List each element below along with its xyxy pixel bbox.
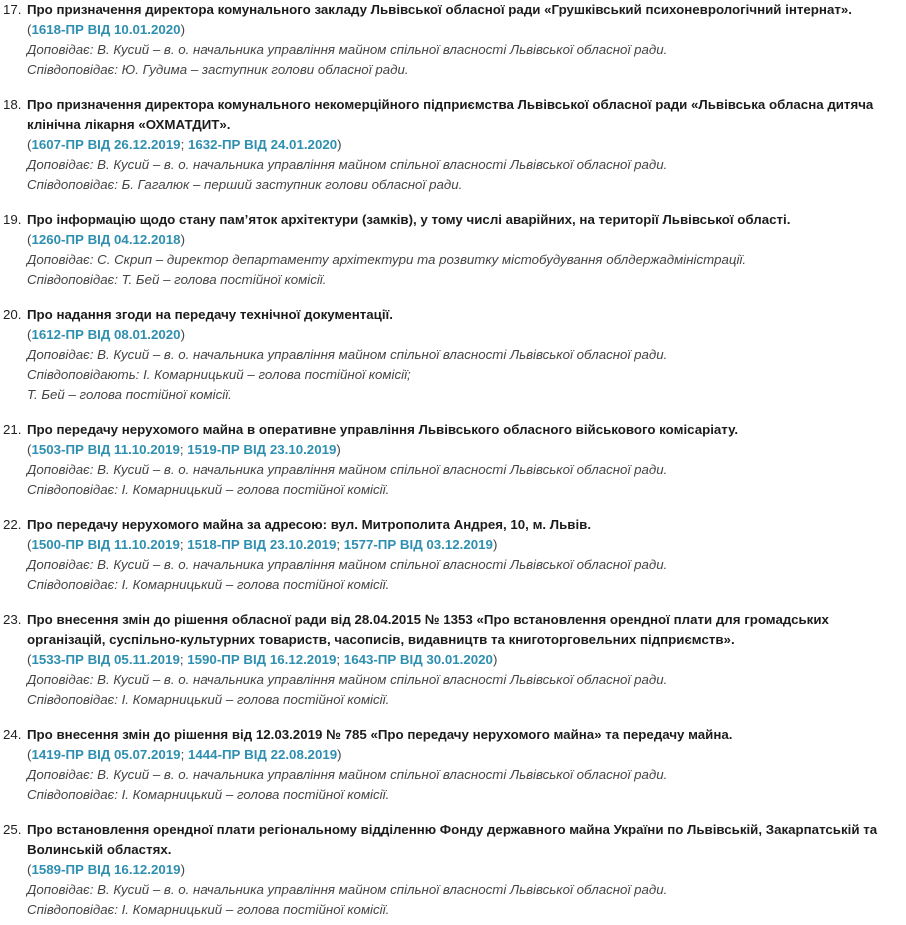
- draft-decision-link[interactable]: 1500-ПР ВІД 11.10.2019: [31, 537, 180, 552]
- draft-decision-link[interactable]: 1444-ПР ВІД 22.08.2019: [187, 747, 338, 762]
- item-title: Про призначення директора комунального закладу Львівської обласної ради «Грушківський психоневрологічний інтернат».: [27, 2, 852, 17]
- draft-decision-link[interactable]: 1260-ПР ВІД 04.12.2018: [31, 232, 181, 247]
- item-title: Про інформацію щодо стану пам’яток архітектури (замків), у тому числі аварійних, на території Львівської області.: [27, 212, 791, 227]
- reporter-line: Доповідає: В. Кусий – в. о. начальника управління майном спільної власності Львівської обласної ради.: [27, 42, 668, 57]
- reporter-line: Доповідає: В. Кусий – в. о. начальника управління майном спільної власності Львівської обласної ради.: [27, 462, 668, 477]
- draft-decision-link[interactable]: 1518-ПР ВІД 23.10.2019: [187, 537, 337, 552]
- draft-decision-link[interactable]: 1519-ПР ВІД 23.10.2019: [187, 442, 337, 457]
- co-reporter-line: Співдоповідає: І. Комарницький – голова постійної комісії.: [27, 482, 390, 497]
- draft-decision-link[interactable]: 1503-ПР ВІД 11.10.2019: [31, 442, 180, 457]
- item-number: 18.: [3, 97, 22, 112]
- item-title: Про внесення змін до рішення обласної ради від 28.04.2015 № 1353 «Про встановлення орендної плати для громадських організацій, суспільно-культурних товариств, часописів, видавництв та книготорговельних підприємств».: [27, 612, 829, 647]
- draft-decision-links: (1260-ПР ВІД 04.12.2018): [27, 232, 186, 247]
- reporter-line: Доповідає: В. Кусий – в. о. начальника управління майном спільної власності Львівської обласної ради.: [27, 157, 668, 172]
- draft-decision-link[interactable]: 1533-ПР ВІД 05.11.2019: [31, 652, 180, 667]
- agenda-item: [0, 0, 906, 80]
- reporter-line: Доповідає: В. Кусий – в. о. начальника управління майном спільної власності Львівської обласної ради.: [27, 767, 668, 782]
- agenda-item: [0, 420, 906, 500]
- item-number: 21.: [3, 422, 22, 437]
- draft-decision-link[interactable]: 1618-ПР ВІД 10.01.2020: [31, 22, 181, 37]
- agenda-item: [0, 820, 906, 920]
- agenda-item: [0, 210, 906, 290]
- item-number: 24.: [3, 727, 22, 742]
- item-title: Про надання згоди на передачу технічної документації.: [27, 307, 393, 322]
- co-reporter-line: Співдоповідає: Т. Бей – голова постійної комісії.: [27, 272, 327, 287]
- item-number: 19.: [3, 212, 22, 227]
- item-number: 25.: [3, 822, 22, 837]
- agenda-item: [0, 610, 906, 710]
- draft-decision-link[interactable]: 1589-ПР ВІД 16.12.2019: [31, 862, 181, 877]
- draft-decision-links: (1500-ПР ВІД 11.10.2019; 1518-ПР ВІД 23.10.2019; 1577-ПР ВІД 03.12.2019): [27, 537, 498, 552]
- co-reporter-line: Співдоповідає: І. Комарницький – голова постійної комісії.: [27, 692, 390, 707]
- co-reporter-line: Співдоповідає: Ю. Гудима – заступник голови обласної ради.: [27, 62, 409, 77]
- draft-decision-links: (1419-ПР ВІД 05.07.2019; 1444-ПР ВІД 22.08.2019): [27, 747, 342, 762]
- draft-decision-link[interactable]: 1643-ПР ВІД 30.01.2020: [343, 652, 493, 667]
- agenda-item: [0, 95, 906, 195]
- co-reporter-line: Т. Бей – голова постійної комісії.: [27, 387, 232, 402]
- draft-decision-link[interactable]: 1632-ПР ВІД 24.01.2020: [187, 137, 338, 152]
- agenda-item: [0, 305, 906, 405]
- item-number: 17.: [3, 2, 22, 17]
- agenda-item: [0, 725, 906, 805]
- reporter-line: Доповідає: В. Кусий – в. о. начальника управління майном спільної власності Львівської обласної ради.: [27, 347, 668, 362]
- draft-decision-links: (1503-ПР ВІД 11.10.2019; 1519-ПР ВІД 23.10.2019): [27, 442, 341, 457]
- reporter-line: Доповідає: С. Скрип – директор департаменту архітектури та розвитку містобудування облдержадміністрації.: [27, 252, 747, 267]
- draft-decision-links: (1607-ПР ВІД 26.12.2019; 1632-ПР ВІД 24.01.2020): [27, 137, 342, 152]
- draft-decision-links: (1589-ПР ВІД 16.12.2019): [27, 862, 186, 877]
- draft-decision-link[interactable]: 1590-ПР ВІД 16.12.2019: [187, 652, 337, 667]
- co-reporter-line: Співдоповідає: І. Комарницький – голова постійної комісії.: [27, 577, 390, 592]
- reporter-line: Доповідає: В. Кусий – в. о. начальника управління майном спільної власності Львівської обласної ради.: [27, 882, 668, 897]
- co-reporter-line: Співдоповідає: Б. Гагалюк – перший заступник голови обласної ради.: [27, 177, 463, 192]
- draft-decision-link[interactable]: 1577-ПР ВІД 03.12.2019: [343, 537, 493, 552]
- item-number: 20.: [3, 307, 22, 322]
- reporter-line: Доповідає: В. Кусий – в. о. начальника управління майном спільної власності Львівської обласної ради.: [27, 672, 668, 687]
- item-title: Про встановлення орендної плати регіональному відділенню Фонду державного майна України по Львівській, Закарпатській та Волинській областях.: [27, 822, 878, 857]
- draft-decision-links: (1612-ПР ВІД 08.01.2020): [27, 327, 186, 342]
- item-title: Про передачу нерухомого майна в оперативне управління Львівського обласного військового комісаріату.: [27, 422, 739, 437]
- item-number: 23.: [3, 612, 22, 627]
- draft-decision-link[interactable]: 1607-ПР ВІД 26.12.2019: [31, 137, 181, 152]
- item-number: 22.: [3, 517, 22, 532]
- draft-decision-link[interactable]: 1419-ПР ВІД 05.07.2019: [31, 747, 181, 762]
- draft-decision-link[interactable]: 1612-ПР ВІД 08.01.2020: [31, 327, 181, 342]
- draft-decision-links: (1618-ПР ВІД 10.01.2020): [27, 22, 186, 37]
- agenda-item: [0, 515, 906, 595]
- co-reporter-line: Співдоповідають: І. Комарницький – голова постійної комісії;: [27, 367, 411, 382]
- item-title: Про внесення змін до рішення від 12.03.2019 № 785 «Про передачу нерухомого майна» та передачу майна.: [27, 727, 733, 742]
- item-title: Про передачу нерухомого майна за адресою: вул. Митрополита Андрея, 10, м. Львів.: [27, 517, 592, 532]
- co-reporter-line: Співдоповідає: І. Комарницький – голова постійної комісії.: [27, 787, 390, 802]
- co-reporter-line: Співдоповідає: І. Комарницький – голова постійної комісії.: [27, 902, 390, 917]
- draft-decision-links: (1533-ПР ВІД 05.11.2019; 1590-ПР ВІД 16.12.2019; 1643-ПР ВІД 30.01.2020): [27, 652, 498, 667]
- reporter-line: Доповідає: В. Кусий – в. о. начальника управління майном спільної власності Львівської обласної ради.: [27, 557, 668, 572]
- item-title: Про призначення директора комунального некомерційного підприємства Львівської обласної ради «Львівська обласна дитяча клінічна лікарня «ОХМАТДИТ».: [27, 97, 874, 132]
